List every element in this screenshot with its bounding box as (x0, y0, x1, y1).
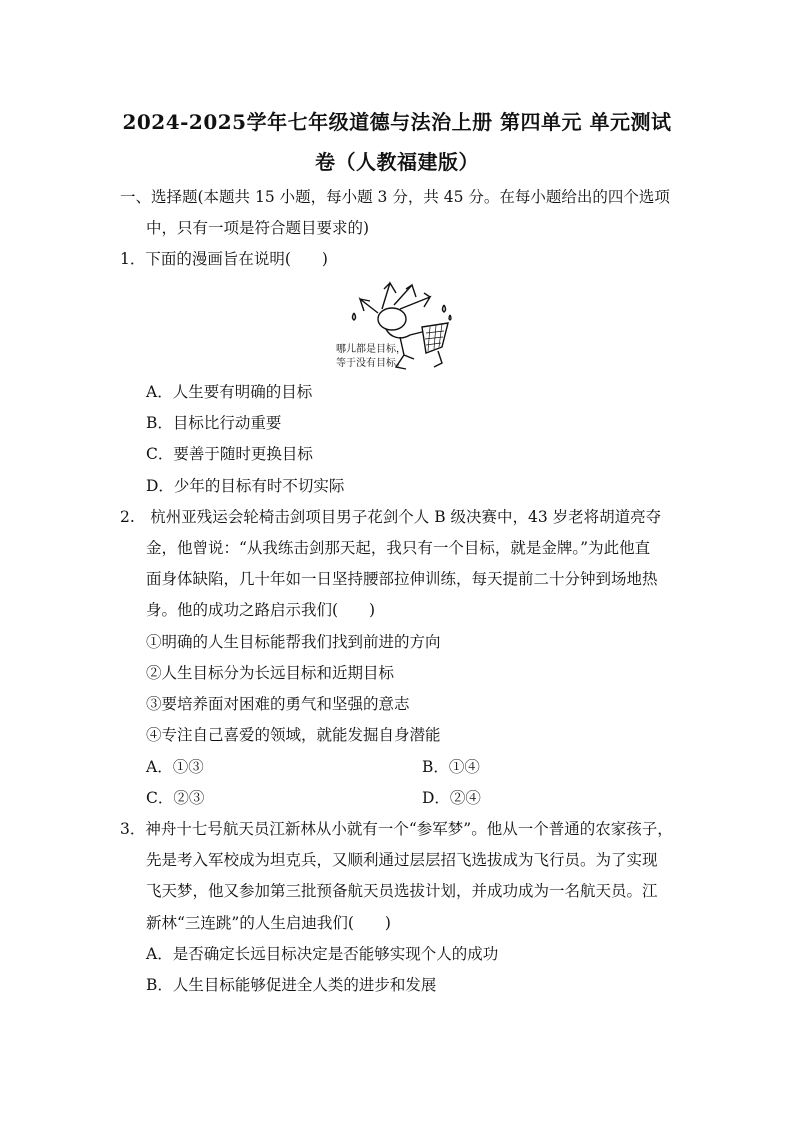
q2-statement-3: ③要培养面对困难的勇气和坚强的意志 (146, 695, 410, 713)
q3-option-a: A．是否确定长远目标决定是否能够实现个人的成功 (146, 945, 499, 963)
q2-stem-line2: 金，他曾说：“从我练击剑那天起，我只有一个目标，就是金牌。”为此他直 (146, 539, 651, 557)
arrow-mark (382, 283, 396, 309)
q3-stem-line1: 3．神舟十七号航天员江新林从小就有一个“参军梦”。他从一个普通的农家孩子， (120, 820, 673, 838)
q2-statement-1: ①明确的人生目标能帮我们找到前进的方向 (146, 633, 441, 651)
q3-option-b: B．人生目标能够促进全人类的进步和发展 (146, 976, 437, 994)
q1-option-a: A．人生要有明确的目标 (146, 383, 313, 401)
page-title-cont: 卷（人教福建版） (315, 150, 479, 174)
q2-statement-4: ④专注自己喜爱的领域，就能发掘自身潜能 (146, 726, 441, 744)
section-heading: 一、选择题(本题共 15 小题，每小题 3 分，共 45 分。在每小题给出的四个选项 (120, 188, 670, 206)
q2-option-a: A．①③ (146, 758, 204, 776)
q1-option-c: C．要善于随时更换目标 (146, 445, 313, 463)
q2-option-c: C．②③ (146, 789, 205, 807)
cartoon-caption-line2: 等于没有目标。 (336, 358, 406, 369)
q2-option-b: B．①④ (422, 758, 480, 776)
q2-stem-line4: 身。他的成功之路启示我们( ) (146, 601, 376, 619)
q1-option-d: D．少年的目标有时不切实际 (146, 477, 345, 495)
section-heading-cont: 中，只有一项是符合题目要求的) (146, 219, 370, 237)
q1-option-b: B．目标比行动重要 (146, 414, 282, 432)
q1-stem: 1．下面的漫画旨在说明( ) (120, 250, 328, 268)
q3-stem-line3: 飞天梦，他又参加第三批预备航天员选拔计划，并成功成为一名航天员。江 (146, 882, 658, 900)
cartoon-caption-line1: 哪儿都是目标， (336, 344, 406, 355)
q2-option-d: D．②④ (422, 789, 481, 807)
q2-stem-line1: 2. 杭州亚残运会轮椅击剑项目男子花剑个人 B 级决赛中，43 岁老将胡道亮夺 (120, 508, 662, 526)
q2-statement-2: ②人生目标分为长远目标和近期目标 (146, 664, 395, 682)
q2-stem-line3: 面身体缺陷，几十年如一日坚持腰部拉伸训练，每天提前二十分钟到场地热 (146, 570, 658, 588)
page-title: 2024-2025学年七年级道德与法治上册 第四单元 单元测试 (122, 110, 672, 134)
q3-stem-line2: 先是考入军校成为坦克兵，又顺利通过层层招飞选拔成为飞行员。为了实现 (146, 851, 658, 869)
q3-stem-line4: 新林“三连跳”的人生启迪我们( ) (146, 914, 391, 932)
